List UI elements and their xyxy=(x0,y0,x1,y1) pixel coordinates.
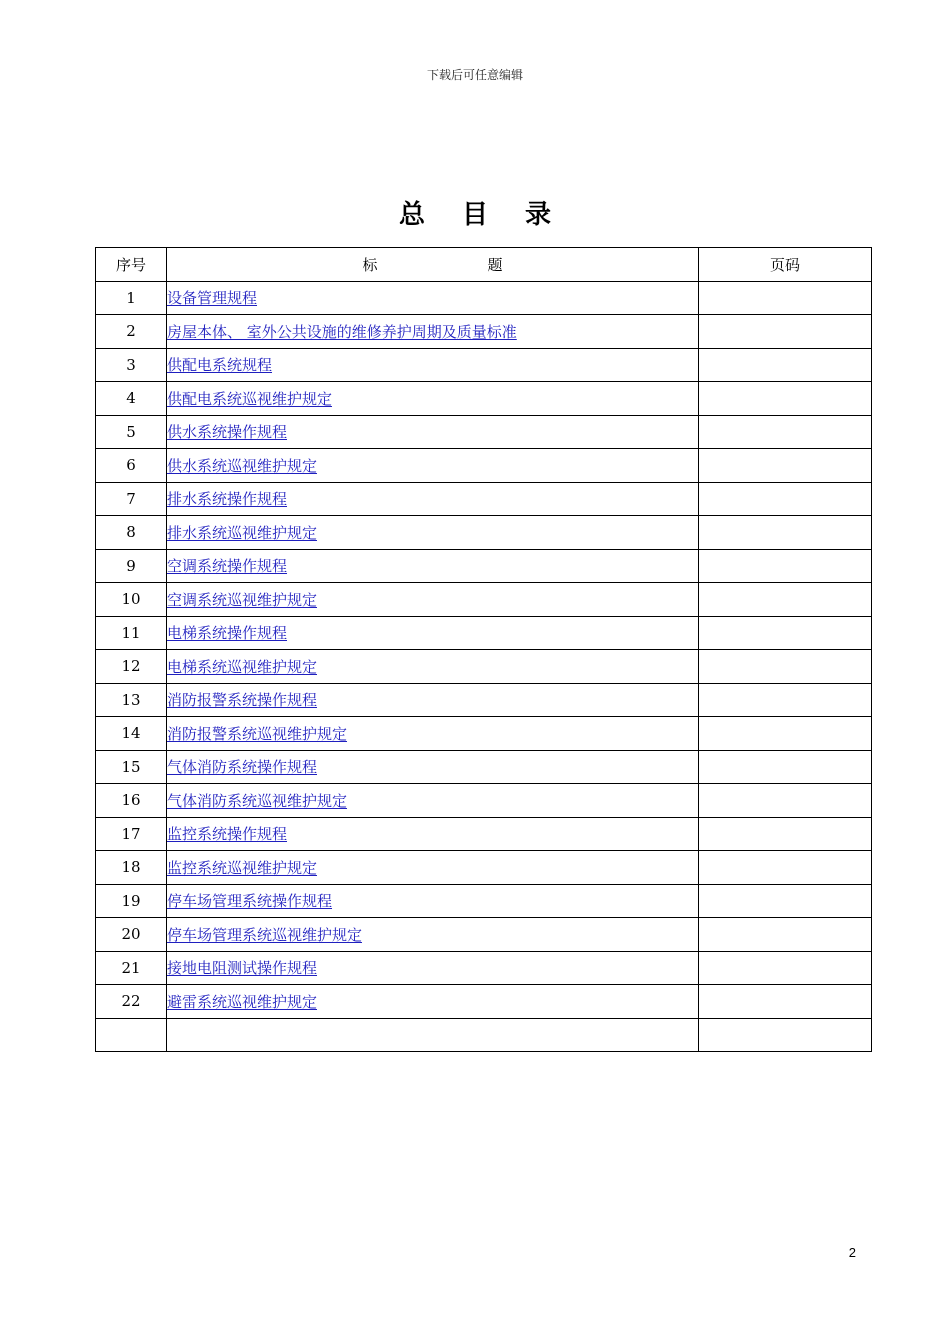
toc-link[interactable]: 排水系统巡视维护规定 xyxy=(167,523,318,542)
page-number: 2 xyxy=(848,1245,856,1260)
row-number: 6 xyxy=(96,449,167,483)
row-title-cell xyxy=(167,918,699,952)
empty-cell xyxy=(96,1018,167,1052)
toc-link[interactable]: 气体消防系统操作规程 xyxy=(167,758,318,777)
row-title-cell xyxy=(167,951,699,985)
table-row xyxy=(96,482,872,516)
row-number: 10 xyxy=(96,583,167,617)
row-page-cell xyxy=(699,583,872,617)
row-title-cell xyxy=(167,717,699,751)
toc-link[interactable]: 消防报警系统操作规程 xyxy=(167,691,318,710)
table-row xyxy=(96,449,872,483)
column-header-num: 序号 xyxy=(96,248,167,282)
row-title-cell xyxy=(167,449,699,483)
toc-link[interactable]: 供水系统操作规程 xyxy=(167,423,288,442)
table-row xyxy=(96,516,872,550)
row-number: 15 xyxy=(96,750,167,784)
table-row xyxy=(96,616,872,650)
toc-link[interactable]: 供水系统巡视维护规定 xyxy=(167,456,318,475)
row-page-cell xyxy=(699,951,872,985)
row-number: 5 xyxy=(96,415,167,449)
row-number: 14 xyxy=(96,717,167,751)
row-title-cell xyxy=(167,985,699,1019)
row-title-cell xyxy=(167,415,699,449)
table-row xyxy=(96,683,872,717)
column-header-title-part-a: 标 xyxy=(362,255,378,274)
row-page-cell xyxy=(699,482,872,516)
row-number: 9 xyxy=(96,549,167,583)
row-title-cell xyxy=(167,650,699,684)
row-title-cell xyxy=(167,683,699,717)
row-page-cell xyxy=(699,549,872,583)
toc-link[interactable]: 停车场管理系统操作规程 xyxy=(167,892,333,911)
table-row xyxy=(96,315,872,349)
row-page-cell xyxy=(699,683,872,717)
table-row xyxy=(96,583,872,617)
page-title: 总 目 录 xyxy=(398,200,566,230)
table-row xyxy=(96,750,872,784)
row-title-cell xyxy=(167,784,699,818)
row-title-cell xyxy=(167,315,699,349)
table-row xyxy=(96,951,872,985)
table-row xyxy=(96,717,872,751)
row-number: 13 xyxy=(96,683,167,717)
row-page-cell xyxy=(699,415,872,449)
toc-header-row xyxy=(96,248,872,282)
row-number: 17 xyxy=(96,817,167,851)
column-header-title-part-b: 题 xyxy=(487,255,503,274)
empty-cell xyxy=(699,1018,872,1052)
table-row xyxy=(96,348,872,382)
row-number: 16 xyxy=(96,784,167,818)
row-page-cell xyxy=(699,616,872,650)
row-title-cell xyxy=(167,348,699,382)
table-row xyxy=(96,415,872,449)
table-row xyxy=(96,817,872,851)
toc-link[interactable]: 消防报警系统巡视维护规定 xyxy=(167,724,348,743)
header-note: 下载后可任意编辑 xyxy=(426,68,523,82)
table-row xyxy=(96,884,872,918)
row-page-cell xyxy=(699,784,872,818)
row-title-cell xyxy=(167,817,699,851)
row-page-cell xyxy=(699,650,872,684)
row-number: 7 xyxy=(96,482,167,516)
toc-link[interactable]: 房屋本体、 室外公共设施的维修养护周期及质量标准 xyxy=(167,322,517,341)
toc-link[interactable]: 停车场管理系统巡视维护规定 xyxy=(167,925,363,944)
row-number: 20 xyxy=(96,918,167,952)
table-row xyxy=(96,549,872,583)
row-number: 21 xyxy=(96,951,167,985)
toc-link[interactable]: 供配电系统巡视维护规定 xyxy=(167,389,333,408)
toc-link[interactable]: 空调系统巡视维护规定 xyxy=(167,590,318,609)
empty-cell xyxy=(167,1018,699,1052)
toc-body xyxy=(96,281,872,1052)
row-page-cell xyxy=(699,817,872,851)
row-page-cell xyxy=(699,851,872,885)
table-row xyxy=(96,382,872,416)
row-title-cell xyxy=(167,281,699,315)
row-title-cell xyxy=(167,750,699,784)
toc-link[interactable]: 排水系统操作规程 xyxy=(167,490,288,509)
row-title-cell xyxy=(167,549,699,583)
toc-table xyxy=(95,247,872,1052)
empty-row xyxy=(96,1018,872,1052)
row-page-cell xyxy=(699,717,872,751)
toc-link[interactable]: 监控系统巡视维护规定 xyxy=(167,858,318,877)
table-row xyxy=(96,851,872,885)
row-title-cell xyxy=(167,616,699,650)
toc-link[interactable]: 监控系统操作规程 xyxy=(167,825,288,844)
toc-link[interactable]: 电梯系统巡视维护规定 xyxy=(167,657,318,676)
toc-link[interactable]: 电梯系统操作规程 xyxy=(167,624,288,643)
row-number: 11 xyxy=(96,616,167,650)
row-number: 2 xyxy=(96,315,167,349)
toc-link[interactable]: 设备管理规程 xyxy=(167,289,258,308)
row-page-cell xyxy=(699,884,872,918)
row-number: 8 xyxy=(96,516,167,550)
toc-link[interactable]: 避雷系统巡视维护规定 xyxy=(167,992,318,1011)
row-number: 18 xyxy=(96,851,167,885)
column-header-title xyxy=(167,248,699,282)
row-title-cell xyxy=(167,382,699,416)
toc-link[interactable]: 气体消防系统巡视维护规定 xyxy=(167,791,348,810)
row-number: 12 xyxy=(96,650,167,684)
row-title-cell xyxy=(167,516,699,550)
row-page-cell xyxy=(699,315,872,349)
row-page-cell xyxy=(699,516,872,550)
table-row xyxy=(96,281,872,315)
row-title-cell xyxy=(167,851,699,885)
row-number: 22 xyxy=(96,985,167,1019)
toc-link[interactable]: 供配电系统规程 xyxy=(167,356,273,375)
row-number: 3 xyxy=(96,348,167,382)
table-row xyxy=(96,918,872,952)
row-title-cell xyxy=(167,884,699,918)
toc-link[interactable]: 空调系统操作规程 xyxy=(167,557,288,576)
row-page-cell xyxy=(699,918,872,952)
toc-link[interactable]: 接地电阻测试操作规程 xyxy=(167,959,318,978)
row-title-cell xyxy=(167,583,699,617)
row-page-cell xyxy=(699,750,872,784)
row-title-cell xyxy=(167,482,699,516)
row-page-cell xyxy=(699,449,872,483)
row-page-cell xyxy=(699,382,872,416)
column-header-page: 页码 xyxy=(699,248,872,282)
row-page-cell xyxy=(699,348,872,382)
row-page-cell xyxy=(699,985,872,1019)
row-page-cell xyxy=(699,281,872,315)
table-row xyxy=(96,650,872,684)
table-row xyxy=(96,985,872,1019)
row-number: 4 xyxy=(96,382,167,416)
row-number: 19 xyxy=(96,884,167,918)
row-number: 1 xyxy=(96,281,167,315)
table-row xyxy=(96,784,872,818)
